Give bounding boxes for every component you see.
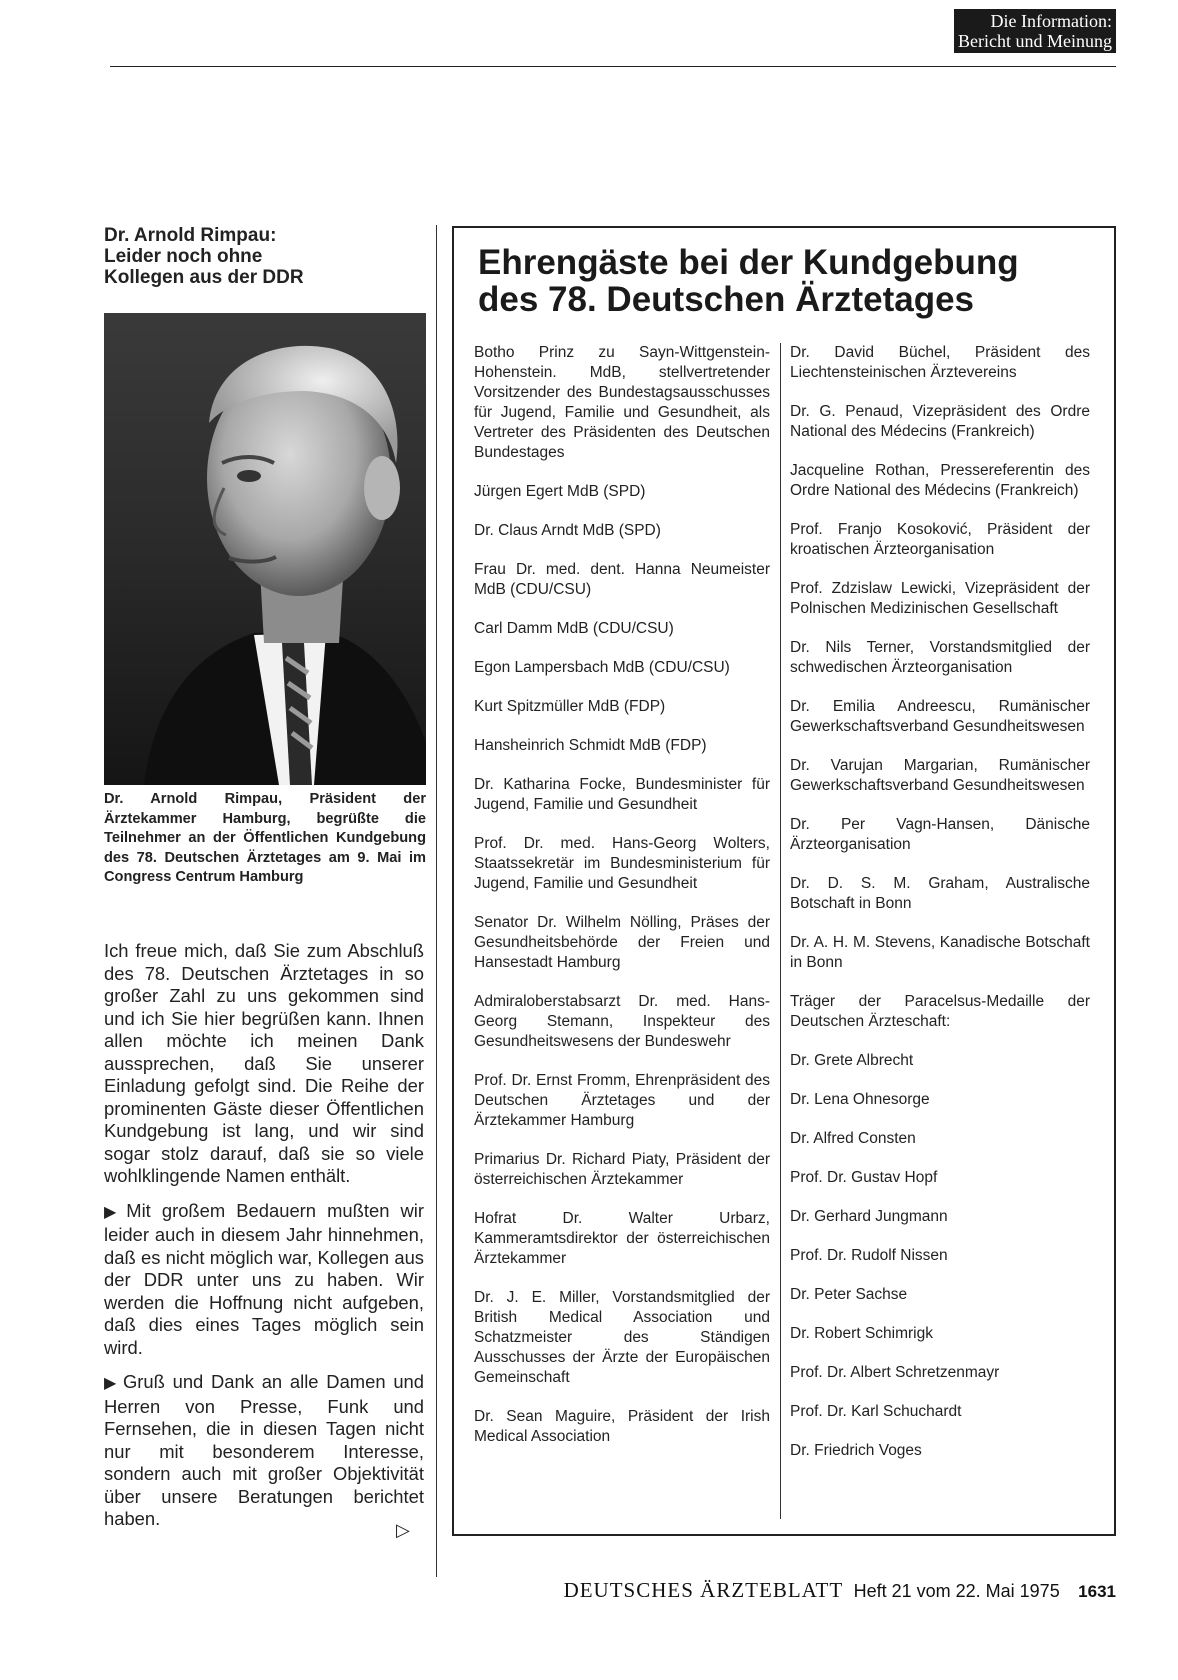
journal-name: DEUTSCHES ÄRZTEBLATT [563, 1578, 844, 1602]
portrait-photo [104, 313, 426, 785]
guest-list-title [478, 244, 1098, 318]
guest-entry: Frau Dr. med. dent. Hanna Neumeister MdB (CDU/CSU) [474, 561, 770, 598]
guest-list-column-divider [780, 343, 781, 1519]
paragraph-text: Mit großem Bedauern mußten wir leider auch in diesem Jahr hinnehmen, daß es nicht möglich war, Kollegen aus der DDR unter uns zu haben. Wir werden die Hoffnung nicht aufgeben, daß dies eines Tages möglich sein wird. [104, 1199, 424, 1358]
guest-entry: Dr. David Büchel, Präsident des Liechtensteinischen Ärztevereins [790, 344, 1090, 381]
guest-entry: Prof. Zdzislaw Lewicki, Vizepräsident der Polnischen Medizinischen Gesellschaft [790, 580, 1090, 617]
issue-info: Heft 21 vom 22. Mai 1975 [853, 1581, 1060, 1601]
section-tag [954, 9, 1116, 53]
page-footer [564, 1578, 1116, 1603]
guest-entry: Egon Lampersbach MdB (CDU/CSU) [474, 659, 730, 676]
bullet-arrow-icon: ▶ [104, 1203, 123, 1221]
guest-entry: Dr. J. E. Miller, Vorstandsmitglied der British Medical Association und Schatzmeister des Ständigen Ausschusses der Ärzte der Europäischen Gemeinschaft [474, 1289, 770, 1386]
guest-entry: Hofrat Dr. Walter Urbarz, Kammeramtsdirektor der österreichischen Ärztekammer [474, 1210, 770, 1267]
guest-entry: Dr. Katharina Focke, Bundesminister für Jugend, Familie und Gesundheit [474, 776, 770, 813]
guest-entry: Dr. Alfred Consten [790, 1130, 916, 1147]
guest-entry: Kurt Spitzmüller MdB (FDP) [474, 698, 666, 715]
portrait-photo-drawing [104, 313, 426, 785]
guest-entry: Dr. Robert Schimrigk [790, 1325, 933, 1342]
guest-entry: Prof. Dr. Karl Schuchardt [790, 1403, 962, 1420]
guest-entry: Träger der Paracelsus-Medaille der Deutschen Ärzteschaft: [790, 993, 1090, 1030]
page-number: 1631 [1078, 1582, 1116, 1601]
continue-arrow-icon: ▷ [396, 1520, 410, 1541]
guest-list-column-2 [790, 343, 1090, 1480]
guest-entry: Senator Dr. Wilhelm Nölling, Präses der Gesundheitsbehörde der Freien und Hansestadt Hamburg [474, 914, 770, 971]
article-title-line: Dr. Arnold Rimpau: [104, 225, 277, 246]
article-paragraph [104, 940, 424, 1188]
guest-entry: Prof. Dr. med. Hans-Georg Wolters, Staatssekretär im Bundesministerium für Jugend, Familie und Gesundheit [474, 835, 770, 892]
guest-entry: Admiraloberstabsarzt Dr. med. Hans-Georg Stemann, Inspekteur des Gesundheitswesens der Bundeswehr [474, 993, 770, 1050]
guest-entry: Dr. Emilia Andreescu, Rumänischer Gewerkschaftsverband Gesundheitswesen [790, 698, 1090, 735]
article-body [104, 940, 424, 1543]
section-tag-line2: Bericht und Meinung [958, 31, 1112, 51]
guest-entry: Prof. Dr. Albert Schretzenmayr [790, 1364, 1000, 1381]
guest-entry: Prof. Franjo Kosoković, Präsident der kroatischen Ärzteorganisation [790, 521, 1090, 558]
guest-entry: Dr. Peter Sachse [790, 1286, 908, 1303]
guest-entry: Prof. Dr. Rudolf Nissen [790, 1247, 948, 1264]
guest-entry: Dr. Grete Albrecht [790, 1052, 914, 1069]
article-title-line: Leider noch ohne [104, 246, 263, 267]
guest-entry: Dr. Nils Terner, Vorstandsmitglied der schwedischen Ärzteorganisation [790, 639, 1090, 676]
guest-entry: Primarius Dr. Richard Piaty, Präsident der österreichischen Ärztekammer [474, 1151, 770, 1188]
guest-entry: Prof. Dr. Gustav Hopf [790, 1169, 938, 1186]
guest-entry: Dr. Lena Ohnesorge [790, 1091, 930, 1108]
top-rule [110, 66, 1116, 67]
paragraph-text: Ich freue mich, daß Sie zum Abschluß des 78. Deutschen Ärztetages in so großer Zahl zu uns gekommen sind und ich Sie hier begrüßen kann. Ihnen allen möchte ich meinen Dank aussprechen, daß Sie unserer Einladung gefolgt sind. Die Reihe der prominenten Gäste dieser Öffentlichen Kundgebung ist lang, und wir sind sogar stolz darauf, daß sie so viele wohlklingende Namen enthält. [104, 940, 424, 1186]
guest-entry: Dr. Varujan Margarian, Rumänischer Gewerkschaftsverband Gesundheitswesen [790, 757, 1090, 794]
guest-list-title-line: des 78. Deutschen Ärztetages [478, 280, 975, 319]
guest-list-column-1 [474, 343, 770, 1466]
guest-entry: Hansheinrich Schmidt MdB (FDP) [474, 737, 707, 754]
guest-entry: Botho Prinz zu Sayn-Wittgenstein-Hohenstein. MdB, stellvertretender Vorsitzender des Bundestagsausschusses für Jugend, Familie und Gesundheit, als Vertreter des Präsidenten des Deutschen Bundestages [474, 344, 770, 461]
guest-entry: Dr. Sean Maguire, Präsident der Irish Medical Association [474, 1408, 770, 1445]
guest-list-title-line: Ehrengäste bei der Kundgebung [478, 243, 1019, 282]
guest-entry: Dr. Friedrich Voges [790, 1442, 922, 1459]
guest-entry: Dr. D. S. M. Graham, Australische Botschaft in Bonn [790, 875, 1090, 912]
section-tag-line1: Die Information: [990, 11, 1112, 31]
column-divider [436, 225, 437, 1577]
article-paragraph [104, 1200, 424, 1360]
paragraph-text: Gruß und Dank an alle Damen und Herren von Presse, Funk und Fernsehen, die in diesen Tagen nicht nur mit besonderem Interesse, sondern auch mit großer Objektivität über unsere Beratungen berichtet haben. [104, 1371, 425, 1529]
article-paragraph [104, 1371, 424, 1531]
guest-entry: Dr. Per Vagn-Hansen, Dänische Ärzteorganisation [790, 816, 1090, 853]
guest-entry: Dr. A. H. M. Stevens, Kanadische Botschaft in Bonn [790, 934, 1090, 971]
guest-entry: Jürgen Egert MdB (SPD) [474, 483, 646, 500]
guest-entry: Carl Damm MdB (CDU/CSU) [474, 620, 674, 637]
article-heading [104, 225, 426, 288]
guest-entry: Dr. Claus Arndt MdB (SPD) [474, 522, 661, 539]
guest-entry: Jacqueline Rothan, Pressereferentin des Ordre National des Médecins (Frankreich) [790, 462, 1090, 499]
guest-entry: Dr. Gerhard Jungmann [790, 1208, 948, 1225]
article-title-line: Kollegen aus der DDR [104, 267, 304, 288]
guest-entry: Dr. G. Penaud, Vizepräsident des Ordre National des Médecins (Frankreich) [790, 403, 1090, 440]
photo-caption: Dr. Arnold Rimpau, Präsident der Ärztekammer Hamburg, begrüßte die Teilnehmer an der Öffentlichen Kundgebung des 78. Deutschen Ärztetages am 9. Mai im Congress Centrum Hamburg [104, 791, 426, 886]
bullet-arrow-icon: ▶ [104, 1375, 119, 1392]
guest-entry: Prof. Dr. Ernst Fromm, Ehrenpräsident des Deutschen Ärztetages und der Ärztekammer Hamburg [474, 1072, 770, 1129]
